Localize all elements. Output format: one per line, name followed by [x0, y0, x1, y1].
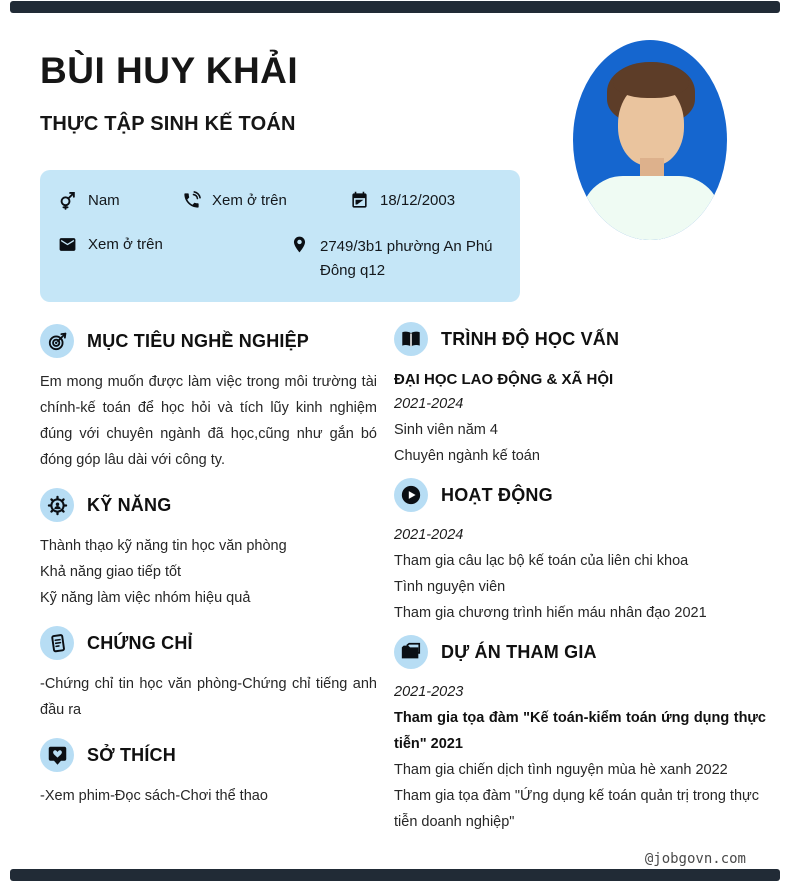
activities-period: 2021-2024: [394, 527, 464, 543]
contact-email: [58, 235, 163, 260]
section-title: CHỨNG CHỈ: [87, 632, 193, 653]
left-column: [40, 324, 377, 824]
contact-dob: [350, 191, 455, 216]
project-item: Tham gia chiến dịch tình nguyện mùa hè xanh 2022: [394, 762, 728, 778]
contact-phone: [182, 191, 287, 216]
calendar-icon: [350, 191, 369, 216]
phone-value: Xem ở trên: [212, 192, 287, 209]
contact-info-box: [40, 170, 520, 302]
section-title: TRÌNH ĐỘ HỌC VẤN: [441, 328, 620, 349]
skill-item: Kỹ năng làm việc nhóm hiệu quả: [40, 590, 251, 606]
candidate-job-title: THỰC TẬP SINH KẾ TOÁN: [40, 113, 296, 135]
activity-item: Tham gia chương trình hiến máu nhân đạo 2021: [394, 605, 707, 621]
education-item: Chuyên ngành kế toán: [394, 448, 540, 464]
section-title: SỞ THÍCH: [87, 744, 176, 765]
section-hobbies: [40, 738, 377, 809]
contact-address: [290, 235, 512, 283]
section-activities: [394, 478, 766, 626]
project-item: Tham gia tọa đàm "Ứng dụng kế toán quản trị trong thực tiễn doanh nghiệp": [394, 788, 759, 830]
education-period: 2021-2024: [394, 396, 464, 412]
watermark: @jobgovn.com: [644, 851, 746, 867]
email-icon: [58, 235, 77, 260]
section-projects: [394, 635, 766, 835]
section-career-objective: [40, 324, 377, 473]
heart-bubble-icon: [40, 738, 74, 772]
bottom-decorative-bar: [10, 869, 780, 881]
skill-item: Khả năng giao tiếp tốt: [40, 564, 182, 580]
photo-fringe: [613, 64, 689, 98]
projects-period: 2021-2023: [394, 684, 464, 700]
candidate-name: BÙI HUY KHẢI: [40, 50, 299, 91]
target-icon: [40, 324, 74, 358]
email-value: Xem ở trên: [88, 236, 163, 253]
profile-photo: [573, 40, 727, 240]
school-name: ĐẠI HỌC LAO ĐỘNG & XÃ HỘI: [394, 371, 614, 388]
activity-item: Tình nguyện viên: [394, 579, 506, 595]
phone-icon: [182, 191, 201, 216]
section-title: KỸ NĂNG: [87, 494, 172, 515]
gear-person-icon: [40, 488, 74, 522]
section-title: HOẠT ĐỘNG: [441, 484, 553, 505]
right-column: [394, 322, 766, 844]
address-value: 2749/3b1 phường An Phú Đông q12: [320, 238, 493, 279]
folders-icon: [394, 635, 428, 669]
certificate-icon: [40, 626, 74, 660]
certificates-text: -Chứng chỉ tin học văn phòng-Chứng chỉ tiếng anh đầu ra: [40, 676, 377, 718]
play-icon: [394, 478, 428, 512]
career-objective-text: Em mong muốn được làm việc trong môi trường tài chính-kế toán để học hỏi và tích lũy kinh nghiệm đúng với chuyên ngành đã học,cũng như gắn bó đóng góp lâu dài với công ty.: [40, 374, 377, 468]
section-education: [394, 322, 766, 469]
section-certificates: [40, 626, 377, 723]
photo-shirt: [581, 176, 721, 240]
education-item: Sinh viên năm 4: [394, 422, 498, 438]
section-title: DỰ ÁN THAM GIA: [441, 641, 597, 662]
section-title: MỤC TIÊU NGHỀ NGHIỆP: [87, 330, 310, 351]
skill-item: Thành thạo kỹ năng tin học văn phòng: [40, 538, 287, 554]
location-pin-icon: [290, 235, 309, 260]
open-book-icon: [394, 322, 428, 356]
contact-gender: [58, 191, 120, 216]
dob-value: 18/12/2003: [380, 192, 456, 209]
section-skills: [40, 488, 377, 611]
gender-icon: [58, 191, 77, 216]
top-decorative-bar: [10, 1, 780, 13]
gender-value: Nam: [88, 192, 120, 209]
hobbies-text: -Xem phim-Đọc sách-Chơi thể thao: [40, 788, 268, 804]
project-item-highlighted: Tham gia tọa đàm "Kế toán-kiểm toán ứng dụng thực tiễn" 2021: [394, 710, 766, 752]
activity-item: Tham gia câu lạc bộ kế toán của liên chi khoa: [394, 553, 689, 569]
